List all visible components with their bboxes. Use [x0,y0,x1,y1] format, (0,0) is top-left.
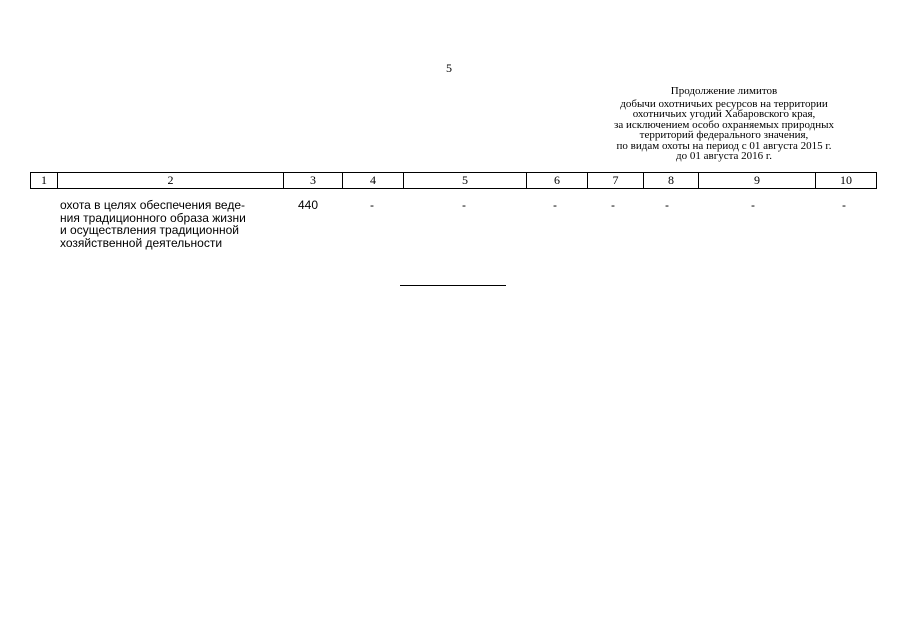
column-number-cell: 9 [699,173,816,189]
value-cell: - [665,198,669,212]
column-number-row [31,173,877,189]
column-number-cell: 1 [31,173,58,189]
heading-line: за исключением особо охраняемых природных [613,118,835,131]
value-cell: - [842,198,846,212]
column-number-cell: 7 [588,173,644,189]
heading-line: территорий федерального значения, [639,129,809,141]
heading-line: охотничьих угодий Хабаровского края, [632,108,816,120]
column-number-cell: 4 [343,173,404,189]
page-number: 5 [446,61,452,75]
value-cell: - [462,198,466,212]
heading-line: до 01 августа 2016 г. [676,150,772,162]
purpose-line: охота в целях обеспечения веде- [60,198,246,212]
purpose-line: и осуществления традиционной [60,223,239,237]
purpose-line: хозяйственной деятельности [60,235,223,250]
purpose-line: ния традиционного образа жизни [60,210,246,225]
value-cell: - [553,198,557,212]
column-number-cell: 10 [816,173,877,189]
heading-line: по видам охоты на период с 01 августа 2015 г. [616,139,832,152]
value-cell: - [611,198,615,212]
limit-value-cell: 440 [298,198,319,212]
column-number-cell: 6 [527,173,588,189]
column-number-cell: 2 [58,173,284,189]
value-cell: - [751,198,755,212]
hunting-purpose-cell [60,199,275,249]
heading-line: добычи охотничьих ресурсов на территории [620,97,828,110]
heading-title: Продолжение лимитов [670,85,778,97]
column-number-cell: 8 [644,173,699,189]
column-number-cell: 3 [284,173,343,189]
column-number-table [30,172,877,189]
column-number-cell: 5 [404,173,527,189]
end-of-table-rule [400,285,506,286]
value-cell: - [370,198,374,212]
continuation-heading [590,86,858,162]
